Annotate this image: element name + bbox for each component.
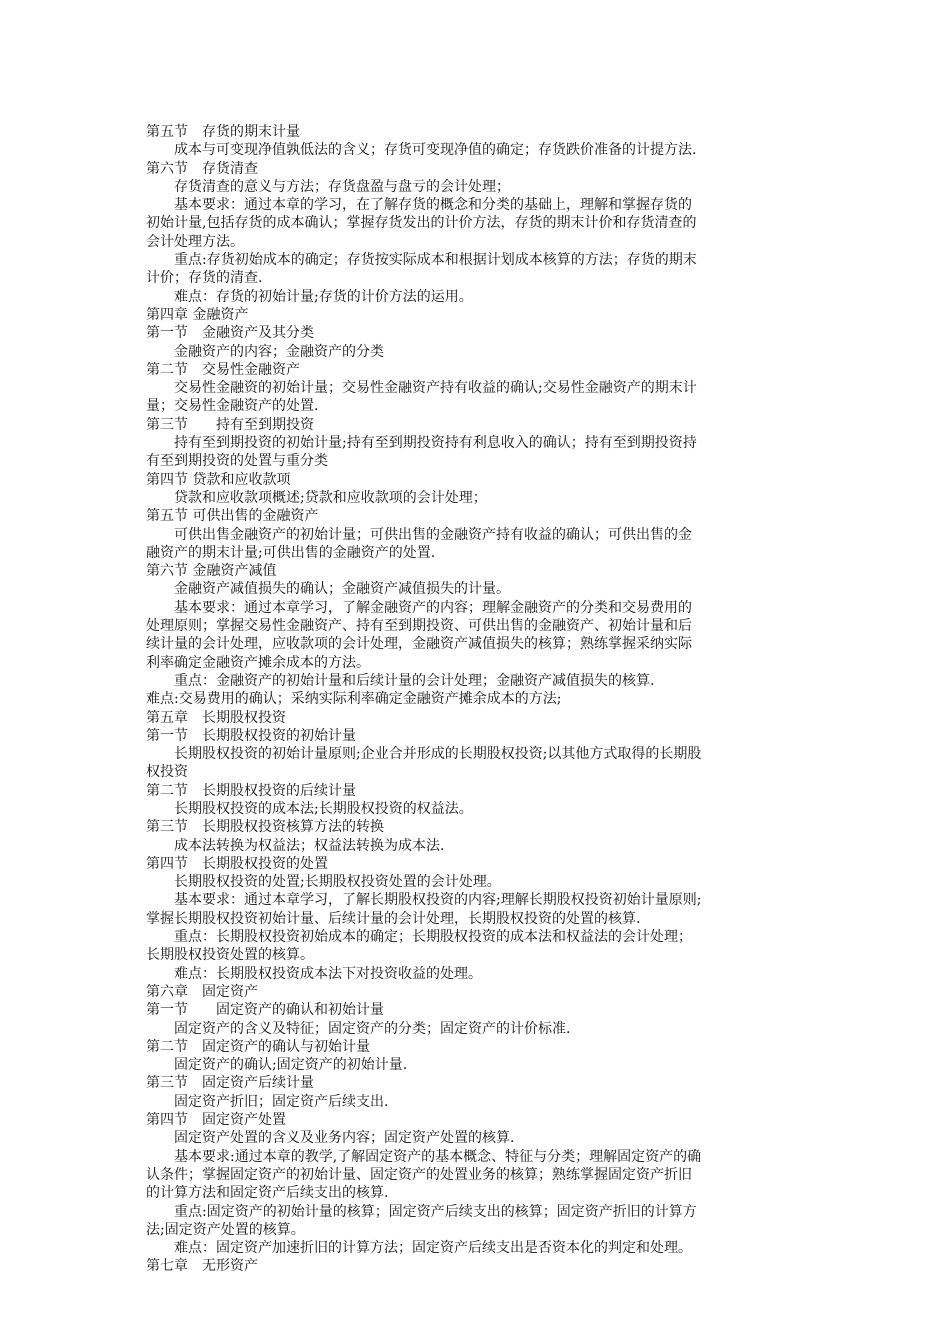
text-line: 固定资产的确认;固定资产的初始计量. (146, 1057, 408, 1074)
text-line: 第五章 长期股权投资 (146, 709, 286, 726)
text-line: 第五节 存货的期末计量 (146, 124, 300, 140)
text-line: 续计量的会计处理，应收款项的会计处理，金融资产减值损失的核算；熟练掌握采纳实际 (146, 636, 692, 653)
text-line: 可供出售金融资产的初始计量；可供出售的金融资产持有收益的确认；可供出售的金 (146, 526, 692, 543)
text-line: 第四节 贷款和应收款项 (146, 471, 291, 488)
text-line: 量；交易性金融资产的处置. (146, 398, 319, 415)
text-line: 第一节 长期股权投资的初始计量 (146, 727, 356, 744)
text-line: 难点:交易费用的确认；采纳实际利率确定金融资产摊余成本的方法; (146, 691, 562, 708)
text-line: 金融资产的内容；金融资产的分类 (146, 343, 384, 360)
text-line: 权投资 (146, 764, 188, 781)
text-line: 贷款和应收款项概述;贷款和应收款项的会计处理； (146, 489, 487, 506)
text-line: 利率确定金融资产摊余成本的方法。 (146, 654, 370, 671)
text-line: 第三节 长期股权投资核算方法的转换 (146, 819, 384, 836)
text-line: 难点：固定资产加速折旧的计算方法；固定资产后续支出是否资本化的判定和处理。 (146, 1240, 692, 1257)
text-line: 第四节 长期股权投资的处置 (146, 855, 328, 872)
text-line: 处理原则；掌握交易性金融资产、持有至到期投资、可供出售的金融资产、初始计量和后 (146, 618, 692, 635)
text-line: 第二节 长期股权投资的后续计量 (146, 782, 356, 799)
text-line: 长期股权投资的初始计量原则;企业合并形成的长期股权投资;以其他方式取得的长期股 (146, 746, 702, 763)
text-line: 第四章 金融资产 (146, 306, 249, 323)
text-line: 第七章 无形资产 (146, 1258, 258, 1275)
text-line: 第三节 持有至到期投资 (146, 416, 314, 433)
text-line: 固定资产处置的含义及业务内容；固定资产处置的核算. (146, 1130, 515, 1147)
text-line: 第一节 固定资产的确认和初始计量 (146, 1002, 384, 1019)
text-line: 重点:存货初始成本的确定；存货按实际成本和根据计划成本核算的方法；存货的期末 (146, 252, 697, 269)
text-line: 计价；存货的清查. (146, 270, 263, 287)
text-line: 重点：金融资产的初始计量和后续计量的会计处理；金融资产减值损失的核算. (146, 672, 655, 689)
document-body (146, 123, 806, 1276)
text-line: 难点：长期股权投资成本法下对投资收益的处理。 (146, 965, 482, 982)
text-line: 交易性金融资的初始计量；交易性金融资产持有收益的确认;交易性金融资产的期末计 (146, 380, 697, 397)
text-line: 认条件；掌握固定资产的初始计量、固定资产的处置业务的核算；熟练掌握固定资产折旧 (146, 1166, 692, 1183)
text-line: 第二节 交易性金融资产 (146, 361, 300, 378)
text-line: 长期股权投资的处置;长期股权投资处置的会计处理。 (146, 874, 501, 891)
text-line: 第四节 固定资产处置 (146, 1112, 286, 1129)
text-line: 金融资产减值损失的确认；金融资产减值损失的计量。 (146, 581, 510, 598)
text-line: 第六节 金融资产减值 (146, 563, 277, 580)
text-line: 成本法转换为权益法；权益法转换为成本法. (146, 837, 445, 854)
text-line: 融资产的期末计量;可供出售的金融资产的处置. (146, 544, 436, 561)
text-line: 第二节 固定资产的确认与初始计量 (146, 1038, 370, 1055)
text-line: 成本与可变现净值孰低法的含义；存货可变现净值的确定；存货跌价准备的计提方法. (146, 142, 697, 159)
text-line: 初始计量,包括存货的成本确认；掌握存货发出的计价方法，存货的期末计价和存货清查的 (146, 215, 697, 232)
text-line: 长期股权投资的成本法;长期股权投资的权益法。 (146, 800, 473, 817)
text-line: 基本要求:通过本章的教学,了解固定资产的基本概念、特征与分类；理解固定资产的确 (146, 1148, 702, 1165)
text-line: 第五节 可供出售的金融资产 (146, 508, 319, 525)
text-line: 持有至到期投资的初始计量;持有至到期投资持有利息收入的确认；持有至到期投资持 (146, 435, 697, 452)
text-line: 法;固定资产处置的核算。 (146, 1221, 305, 1238)
text-line: 掌握长期股权投资初始计量、后续计量的会计处理，长期股权投资的处置的核算. (146, 910, 641, 927)
text-line: 长期股权投资处置的核算。 (146, 947, 314, 964)
text-line: 第一节 金融资产及其分类 (146, 325, 314, 342)
text-line: 重点:固定资产的初始计量的核算；固定资产后续支出的核算；固定资产折旧的计算方 (146, 1203, 697, 1220)
text-line: 固定资产折旧；固定资产后续支出. (146, 1093, 389, 1110)
text-line: 基本要求：通过本章学习，了解金融资产的内容；理解金融资产的分类和交易费用的 (146, 599, 692, 616)
text-line: 第六节 存货清查 (146, 160, 258, 177)
text-line: 重点：长期股权投资初始成本的确定；长期股权投资的成本法和权益法的会计处理； (146, 929, 692, 946)
text-line: 第三节 固定资产后续计量 (146, 1075, 314, 1092)
text-line: 第六章 固定资产 (146, 983, 258, 1000)
text-line: 的计算方法和固定资产后续支出的核算. (146, 1185, 389, 1202)
text-line: 存货清查的意义与方法；存货盘盈与盘亏的会计处理； (146, 178, 510, 195)
text-line: 难点：存货的初始计量;存货的计价方法的运用。 (146, 288, 473, 305)
text-line: 有至到期投资的处置与重分类 (146, 453, 328, 470)
text-line: 基本要求：通过本章学习，了解长期股权投资的内容;理解长期股权投资初始计量原则; (146, 892, 702, 909)
text-line: 会计处理方法。 (146, 233, 244, 250)
text-line: 基本要求：通过本章的学习，在了解存货的概念和分类的基础上，理解和掌握存货的 (146, 197, 692, 214)
text-line: 固定资产的含义及特征；固定资产的分类；固定资产的计价标准. (146, 1020, 571, 1037)
